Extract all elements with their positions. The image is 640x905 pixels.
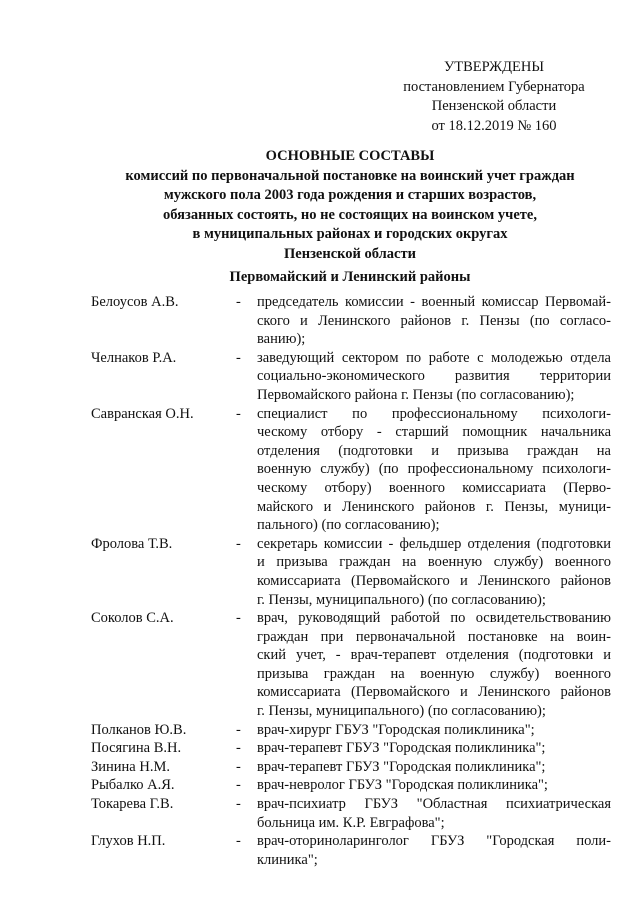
member-role [257,405,611,535]
member-row [91,349,611,405]
approval-line: Пензенской области [431,98,557,115]
member-role [257,758,611,777]
member-role-line: ский учет, - врач-терапевт отделения (подготовки и [257,647,611,664]
member-name: Токарева Г.В. [91,796,174,813]
member-role [257,739,611,758]
member-role-line: ванию); [257,331,306,348]
member-name: Рыбалко А.Я. [91,777,175,794]
member-role [257,293,611,349]
member-role-line: врач-оториноларинголог ГБУЗ "Городская поли- [257,833,611,850]
member-dash: - [236,833,241,850]
member-role-line: врач-хирург ГБУЗ "Городская поликлиника"; [257,721,535,738]
member-role [257,609,611,721]
member-row [91,721,611,740]
member-role-line: больница им. К.Р. Евграфова"; [257,814,445,831]
member-role-line: председатель комиссии - военный комиссар Первомай- [257,294,611,310]
member-name: Зинина Н.М. [91,758,170,775]
member-role-line: комиссариата (Первомайского и Ленинского районов [257,572,611,589]
member-dash: - [236,777,241,794]
member-role-line: призыва граждан на военную службу) военного [257,665,611,682]
member-role-line: врач-терапевт ГБУЗ "Городская поликлиника"; [257,758,546,775]
member-dash: - [236,535,241,552]
member-role-line: врач, руководящий работой по освидетельствованию [257,610,611,627]
members-list [91,293,611,869]
title-heading: ОСНОВНЫЕ СОСТАВЫ [265,148,435,164]
member-dash: - [236,721,241,738]
member-name: Полканов Ю.В. [91,721,187,738]
member-row [91,405,611,535]
member-role [257,721,611,740]
approval-block [384,58,604,136]
member-row [91,758,611,777]
title-line: в муниципальных районах и городских округах [192,226,508,243]
member-name: Белоусов А.В. [91,294,179,310]
title-line: Пензенской области [284,245,416,262]
member-dash: - [236,758,241,775]
member-role-line: социально-экономического развития территории [257,368,611,385]
member-role-line: ческому отбору - старший помощник начальника [257,424,611,441]
member-role-line: и призыва граждан на военную службу) военного [257,554,611,571]
member-name: Фролова Т.В. [91,535,173,552]
member-dash: - [236,349,241,366]
member-name: Глухов Н.П. [91,833,166,850]
member-row [91,293,611,349]
member-role-line: г. Пензы, муниципального) (по согласованию); [257,591,546,608]
approval-date: от 18.12.2019 № 160 [431,117,557,134]
member-row [91,795,611,832]
member-role-line: г. Пензы, муниципального) (по согласованию); [257,703,546,720]
member-row [91,609,611,721]
member-role-line: ческому отбору) военного комиссариата (Перво- [257,479,611,496]
member-role-line: граждан при первоначальной постановке на воин- [257,628,611,645]
member-role [257,535,611,609]
member-row [91,535,611,609]
member-dash: - [236,610,241,627]
approval-line: постановлением Губернатора [403,78,585,95]
member-role [257,776,611,795]
section-title: Первомайский и Ленинский районы [229,269,471,285]
member-name: Челнаков Р.А. [91,349,177,366]
member-role-line: специалист по профессиональному психологи- [257,405,611,422]
member-role-line: врач-невролог ГБУЗ "Городская поликлиника"; [257,777,548,794]
member-role-line: врач-психиатр ГБУЗ "Областная психиатрическая [257,796,611,813]
member-role-line: военную службу) (по профессиональному психологи- [257,461,611,478]
member-role [257,795,611,832]
member-role-line: заведующий сектором по работе с молодежью отдела [257,349,611,366]
member-role-line: отделения (подготовки и призыва граждан на [257,442,611,459]
member-row [91,739,611,758]
member-dash: - [236,740,241,757]
member-name: Савранская О.Н. [91,405,194,422]
approval-heading: УТВЕРЖДЕНЫ [443,59,545,75]
member-role [257,832,611,869]
member-dash: - [236,796,241,813]
member-role-line: Первомайского района г. Пензы (по согласованию); [257,386,575,403]
member-role-line: врач-терапевт ГБУЗ "Городская поликлиника"; [257,740,546,757]
member-role-line: секретарь комиссии - фельдшер отделения (подготовки [257,535,611,552]
title-line: комиссий по первоначальной постановке на воинский учет граждан [125,167,575,184]
title-line: обязанных состоять, но не состоящих на воинском учете, [163,206,537,223]
member-dash: - [236,405,241,422]
member-role-line: пального) (по согласованию); [257,517,440,534]
member-role [257,349,611,405]
member-role-line: майского и Ленинского районов г. Пензы, муници- [257,498,611,515]
member-dash: - [236,294,241,310]
document-title [60,147,640,265]
member-name: Посягина В.Н. [91,740,182,757]
member-role-line: клиника"; [257,851,318,868]
member-name: Соколов С.А. [91,610,174,627]
member-row [91,832,611,869]
title-line: мужского пола 2003 года рождения и старших возрастов, [163,187,537,204]
member-role-line: комиссариата (Первомайского и Ленинского районов [257,684,611,701]
member-row [91,776,611,795]
member-role-line: ского и Ленинского районов г. Пензы (по согласо- [257,312,611,329]
